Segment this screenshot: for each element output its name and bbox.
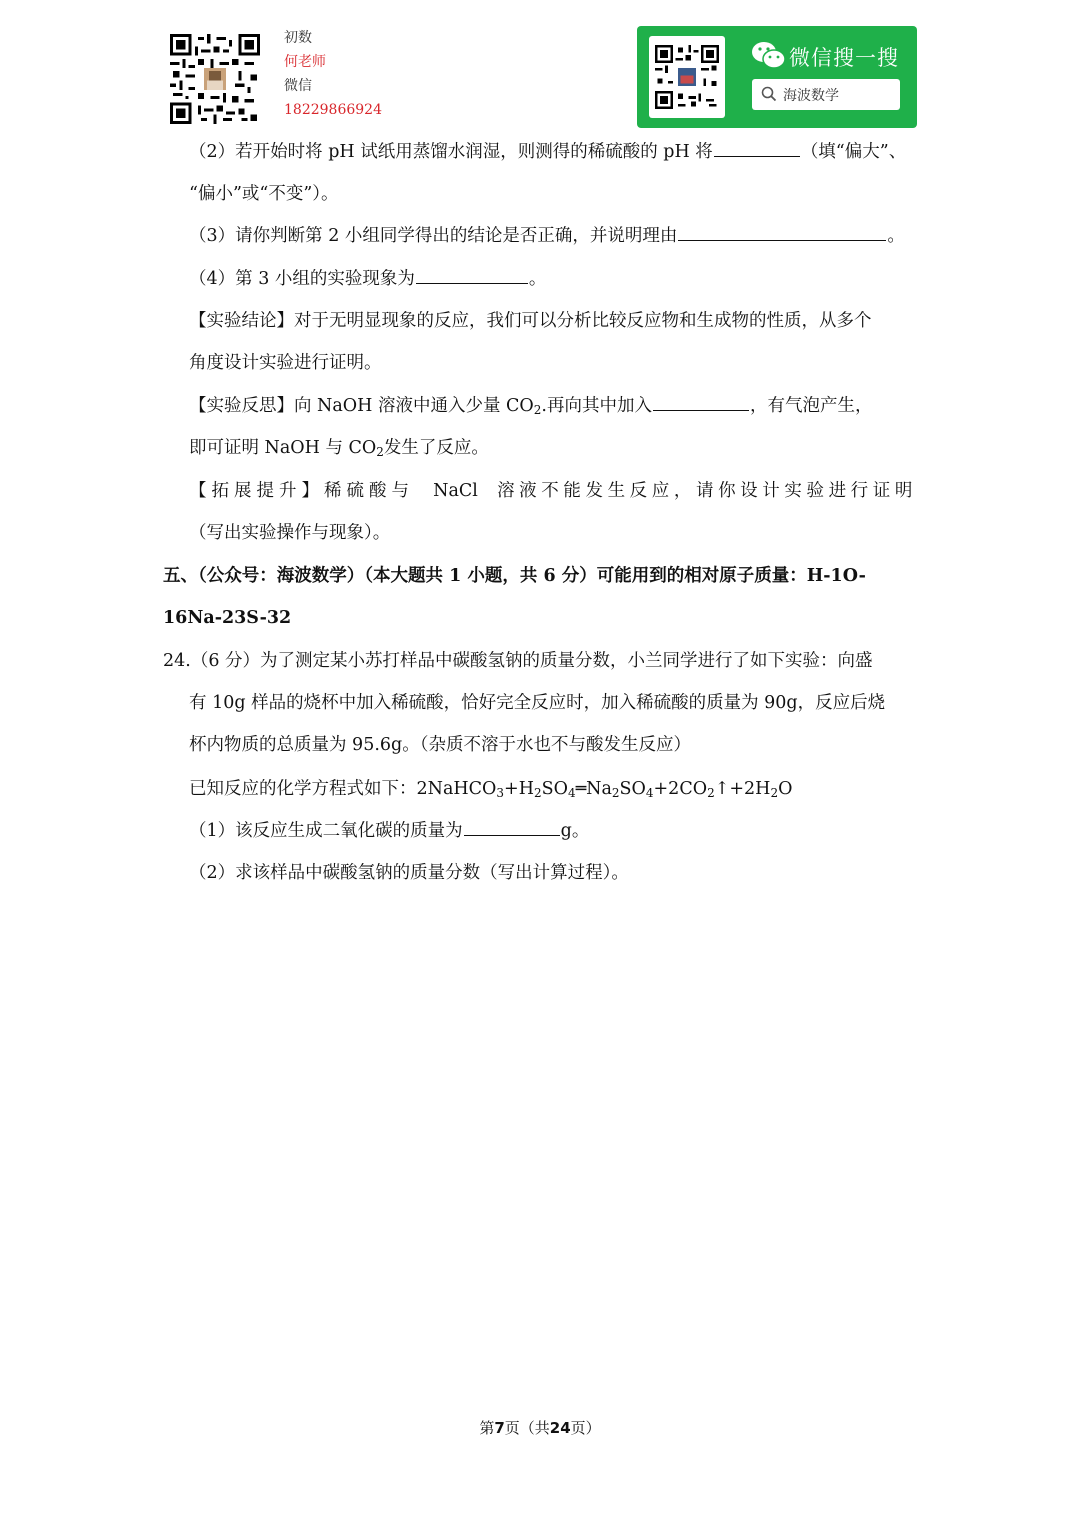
equation-text: SO [541, 779, 568, 799]
question-2-continuation: “偏小”或“不变”）。 [189, 184, 339, 204]
equation-text: 已知反应的化学方程式如下：2NaHCO [189, 779, 497, 799]
subscript: 3 [496, 786, 505, 800]
reflection-line-2 [189, 434, 489, 462]
answer-blank[interactable] [653, 392, 749, 411]
subscript: 2 [533, 786, 542, 800]
qr-code-icon [170, 33, 260, 125]
question-24-line-2: 有 10g 样品的烧杯中加入稀硫酸，恰好完全反应时，加入稀硫酸的质量为 90g，反应后烧 [189, 693, 886, 713]
answer-blank[interactable] [678, 222, 886, 241]
subscript: 2 [533, 403, 542, 417]
subscript: 2 [707, 786, 715, 800]
question-24-line-1: 24.（6 分）为了测定某小苏打样品中碳酸氢钠的质量分数，小兰同学进行了如下实验：向盛 [163, 651, 873, 671]
question-3-line [189, 222, 905, 250]
chemical-equation [189, 775, 792, 803]
answer-blank[interactable] [416, 265, 528, 284]
footer-text: 页（共 [504, 1419, 550, 1437]
equation-text: ↑+2H [714, 779, 771, 799]
equation-text: O [778, 779, 793, 799]
question-2-text: （2）若开始时将 pH 试纸用蒸馏水润湿，则测得的稀硫酸的 pH 将 [189, 142, 713, 162]
reflection-text: ，有气泡产生， [749, 396, 873, 416]
question-3-text: （3）请你判断第 2 小组同学得出的结论是否正确，并说明理由 [189, 226, 678, 246]
question-2-hint: （填“偏大”、 [800, 142, 907, 162]
extension-text: 【拓展提升】稀硫酸与 [189, 481, 414, 501]
reflection-text: 即可证明 NaOH 与 CO [189, 438, 377, 458]
question-24-line-3: 杯内物质的总质量为 95.6g。（杂质不溶于水也不与酸发生反应） [189, 735, 691, 755]
unit-text: g。 [560, 821, 590, 841]
contact-line-subject: 初数 [284, 30, 312, 46]
subscript: 2 [770, 786, 779, 800]
answer-blank[interactable] [464, 817, 560, 836]
subscript: 2 [611, 786, 620, 800]
reflection-text: 发生了反应。 [383, 438, 489, 458]
conclusion-line-2: 角度设计实验进行证明。 [189, 353, 382, 373]
equation-text: ═Na [575, 779, 612, 799]
subscript: 2 [376, 445, 384, 459]
section-5-heading: 五、（公众号：海波数学）（本大题共 1 小题，共 6 分）可能用到的相对原子质量：H-1O- [163, 566, 866, 586]
extension-text: NaCl [433, 481, 478, 501]
page-header [0, 0, 1080, 135]
question-24-part-1 [189, 817, 589, 845]
wechat-search-title: 微信搜一搜 [789, 46, 899, 70]
wechat-search-text: 海波数学 [783, 88, 839, 104]
page-number: 7 [494, 1419, 505, 1437]
punctuation: 。 [887, 226, 905, 246]
question-24-part-1-text: （1）该反应生成二氧化碳的质量为 [189, 821, 463, 841]
answer-blank[interactable] [714, 138, 800, 157]
extension-text: 溶液不能发生反应，请你设计实验进行证明 [497, 481, 917, 501]
question-24-part-2: （2）求该样品中碳酸氢钠的质量分数（写出计算过程）。 [189, 863, 629, 883]
page-footer [0, 1417, 1080, 1438]
conclusion-line-1: 【实验结论】对于无明显现象的反应，我们可以分析比较反应物和生成物的性质，从多个 [189, 311, 872, 331]
wechat-logo-icon [751, 40, 787, 72]
extension-line-1 [189, 477, 917, 505]
punctuation: 。 [528, 269, 547, 289]
footer-text: 第 [479, 1419, 495, 1437]
page-total: 24 [549, 1419, 571, 1437]
reflection-line-1 [189, 392, 872, 420]
wechat-search-box[interactable] [752, 79, 900, 110]
subscript: 4 [567, 786, 576, 800]
search-icon [761, 86, 777, 102]
equation-text: +H [504, 779, 534, 799]
contact-line-wechat: 微信 [284, 78, 312, 94]
equation-text: +2CO [653, 779, 708, 799]
section-5-heading-cont: 16Na-23S-32 [163, 608, 292, 628]
extension-line-2: （写出实验操作与现象）。 [189, 523, 391, 543]
question-2-line [189, 138, 906, 166]
question-4-line [189, 265, 546, 293]
wechat-qr-code-icon [649, 36, 725, 118]
reflection-text: 【实验反思】向 NaOH 溶液中通入少量 CO [189, 396, 534, 416]
equation-text: SO [619, 779, 646, 799]
contact-phone: 18229866924 [284, 102, 382, 118]
contact-line-teacher: 何老师 [284, 54, 326, 70]
wechat-search-card[interactable] [637, 26, 917, 128]
reflection-text: .再向其中加入 [541, 396, 652, 416]
footer-text: 页） [570, 1419, 601, 1437]
contact-info [284, 26, 382, 122]
question-4-text: （4）第 3 小组的实验现象为 [189, 269, 415, 289]
subscript: 4 [645, 786, 654, 800]
